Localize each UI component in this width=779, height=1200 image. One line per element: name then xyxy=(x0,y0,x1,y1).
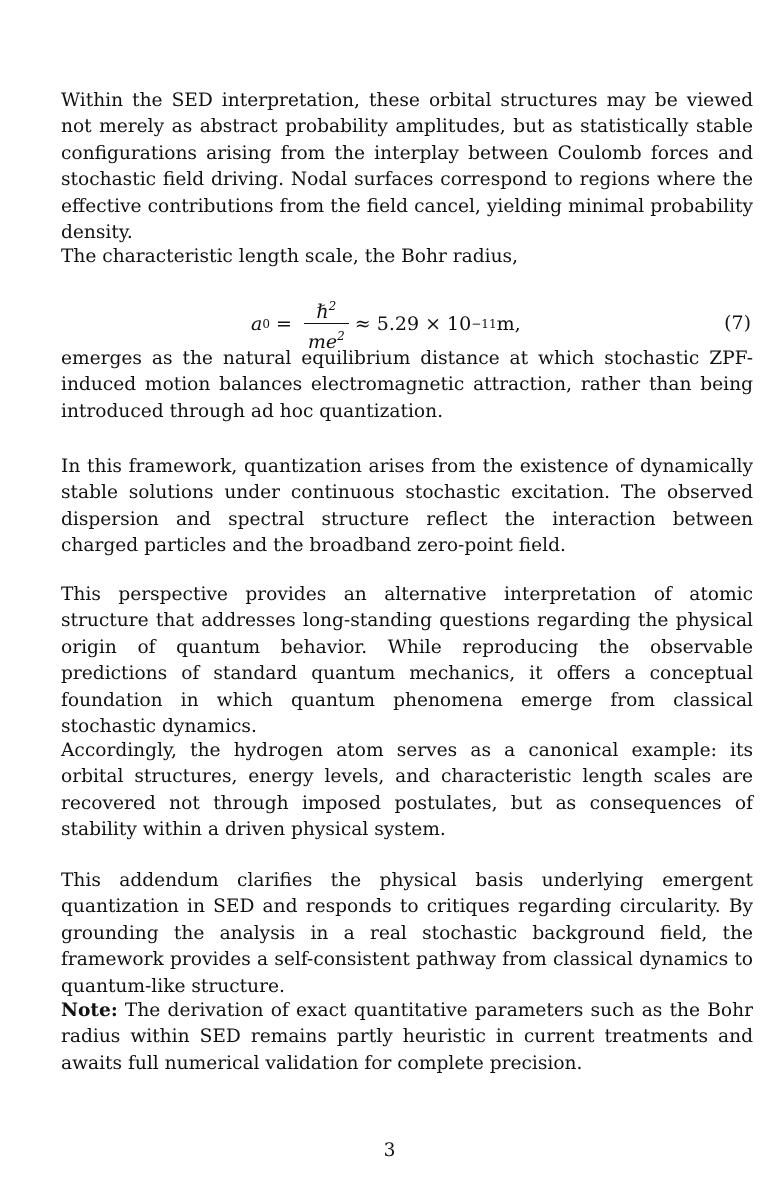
note-label: Note: xyxy=(61,1000,118,1021)
paragraph-addendum: This addendum clarifies the physical basis underlying emergent quantization in SED and responds to critiques regarding circularity. By grounding the analysis in a real stochastic background field, the framework provides a self-consistent pathway from classical dynamics to quantum-like structure. xyxy=(61,870,753,997)
equation-denominator-symbol: me xyxy=(307,330,338,353)
equation-numerator-exponent: 2 xyxy=(328,298,337,313)
paragraph-equilibrium-distance: emerges as the natural equilibrium distance at which stochastic ZPF-induced motion balances electromagnetic attraction, rather than being introduced through ad hoc quantization. xyxy=(61,348,753,422)
equation-unit: m, xyxy=(496,313,521,335)
equation-lhs-variable: a xyxy=(251,313,263,335)
note-text: The derivation of exact quantitative parameters such as the Bohr radius within SED remains partly heuristic in current treatments and awaits full numerical validation for complete precision. xyxy=(61,1000,753,1074)
equation-body xyxy=(251,294,521,354)
equation-lhs-subscript: 0 xyxy=(262,317,270,331)
equation-equals: = xyxy=(275,313,292,335)
page-number: 3 xyxy=(383,1140,396,1161)
paragraph-bohr-radius-intro: The characteristic length scale, the Bohr radius, xyxy=(61,246,518,267)
equation-approx-exponent: −11 xyxy=(471,317,497,331)
equation-denominator-exponent: 2 xyxy=(337,328,345,343)
paragraph-hydrogen-example: Accordingly, the hydrogen atom serves as a canonical example: its orbital structures, energy levels, and characteristic length scales are recovered not through imposed postulates, but as consequences of stability within a driven physical system. xyxy=(61,740,753,841)
equation-bohr-radius xyxy=(61,294,753,354)
equation-fraction xyxy=(304,295,349,354)
equation-approx-value: ≈ 5.29 × 10 xyxy=(354,313,472,335)
equation-numerator xyxy=(312,295,340,323)
equation-numerator-symbol: ℏ xyxy=(316,300,329,323)
equation-number: (7) xyxy=(724,312,751,334)
paragraph-sed-interpretation: Within the SED interpretation, these orbital structures may be viewed not merely as abstract probability amplitudes, but as statistically stable configurations arising from the interplay between Coulomb forces and stochastic field driving. Nodal surfaces correspond to regions where the effective contributions from the field cancel, yielding minimal probability density. xyxy=(61,90,753,244)
paragraph-note xyxy=(61,998,753,1077)
paragraph-alternative-interpretation: This perspective provides an alternative interpretation of atomic structure that addresses long-standing questions regarding the physical origin of quantum behavior. While reproducing the observable predictions of standard quantum mechanics, it offers a conceptual foundation in which quantum phenomena emerge from classical stochastic dynamics. xyxy=(61,584,753,738)
paragraph-quantization-framework: In this framework, quantization arises from the existence of dynamically stable solutions under continuous stochastic excitation. The observed dispersion and spectral structure reflect the interaction between charged particles and the broadband zero-point field. xyxy=(61,456,753,557)
